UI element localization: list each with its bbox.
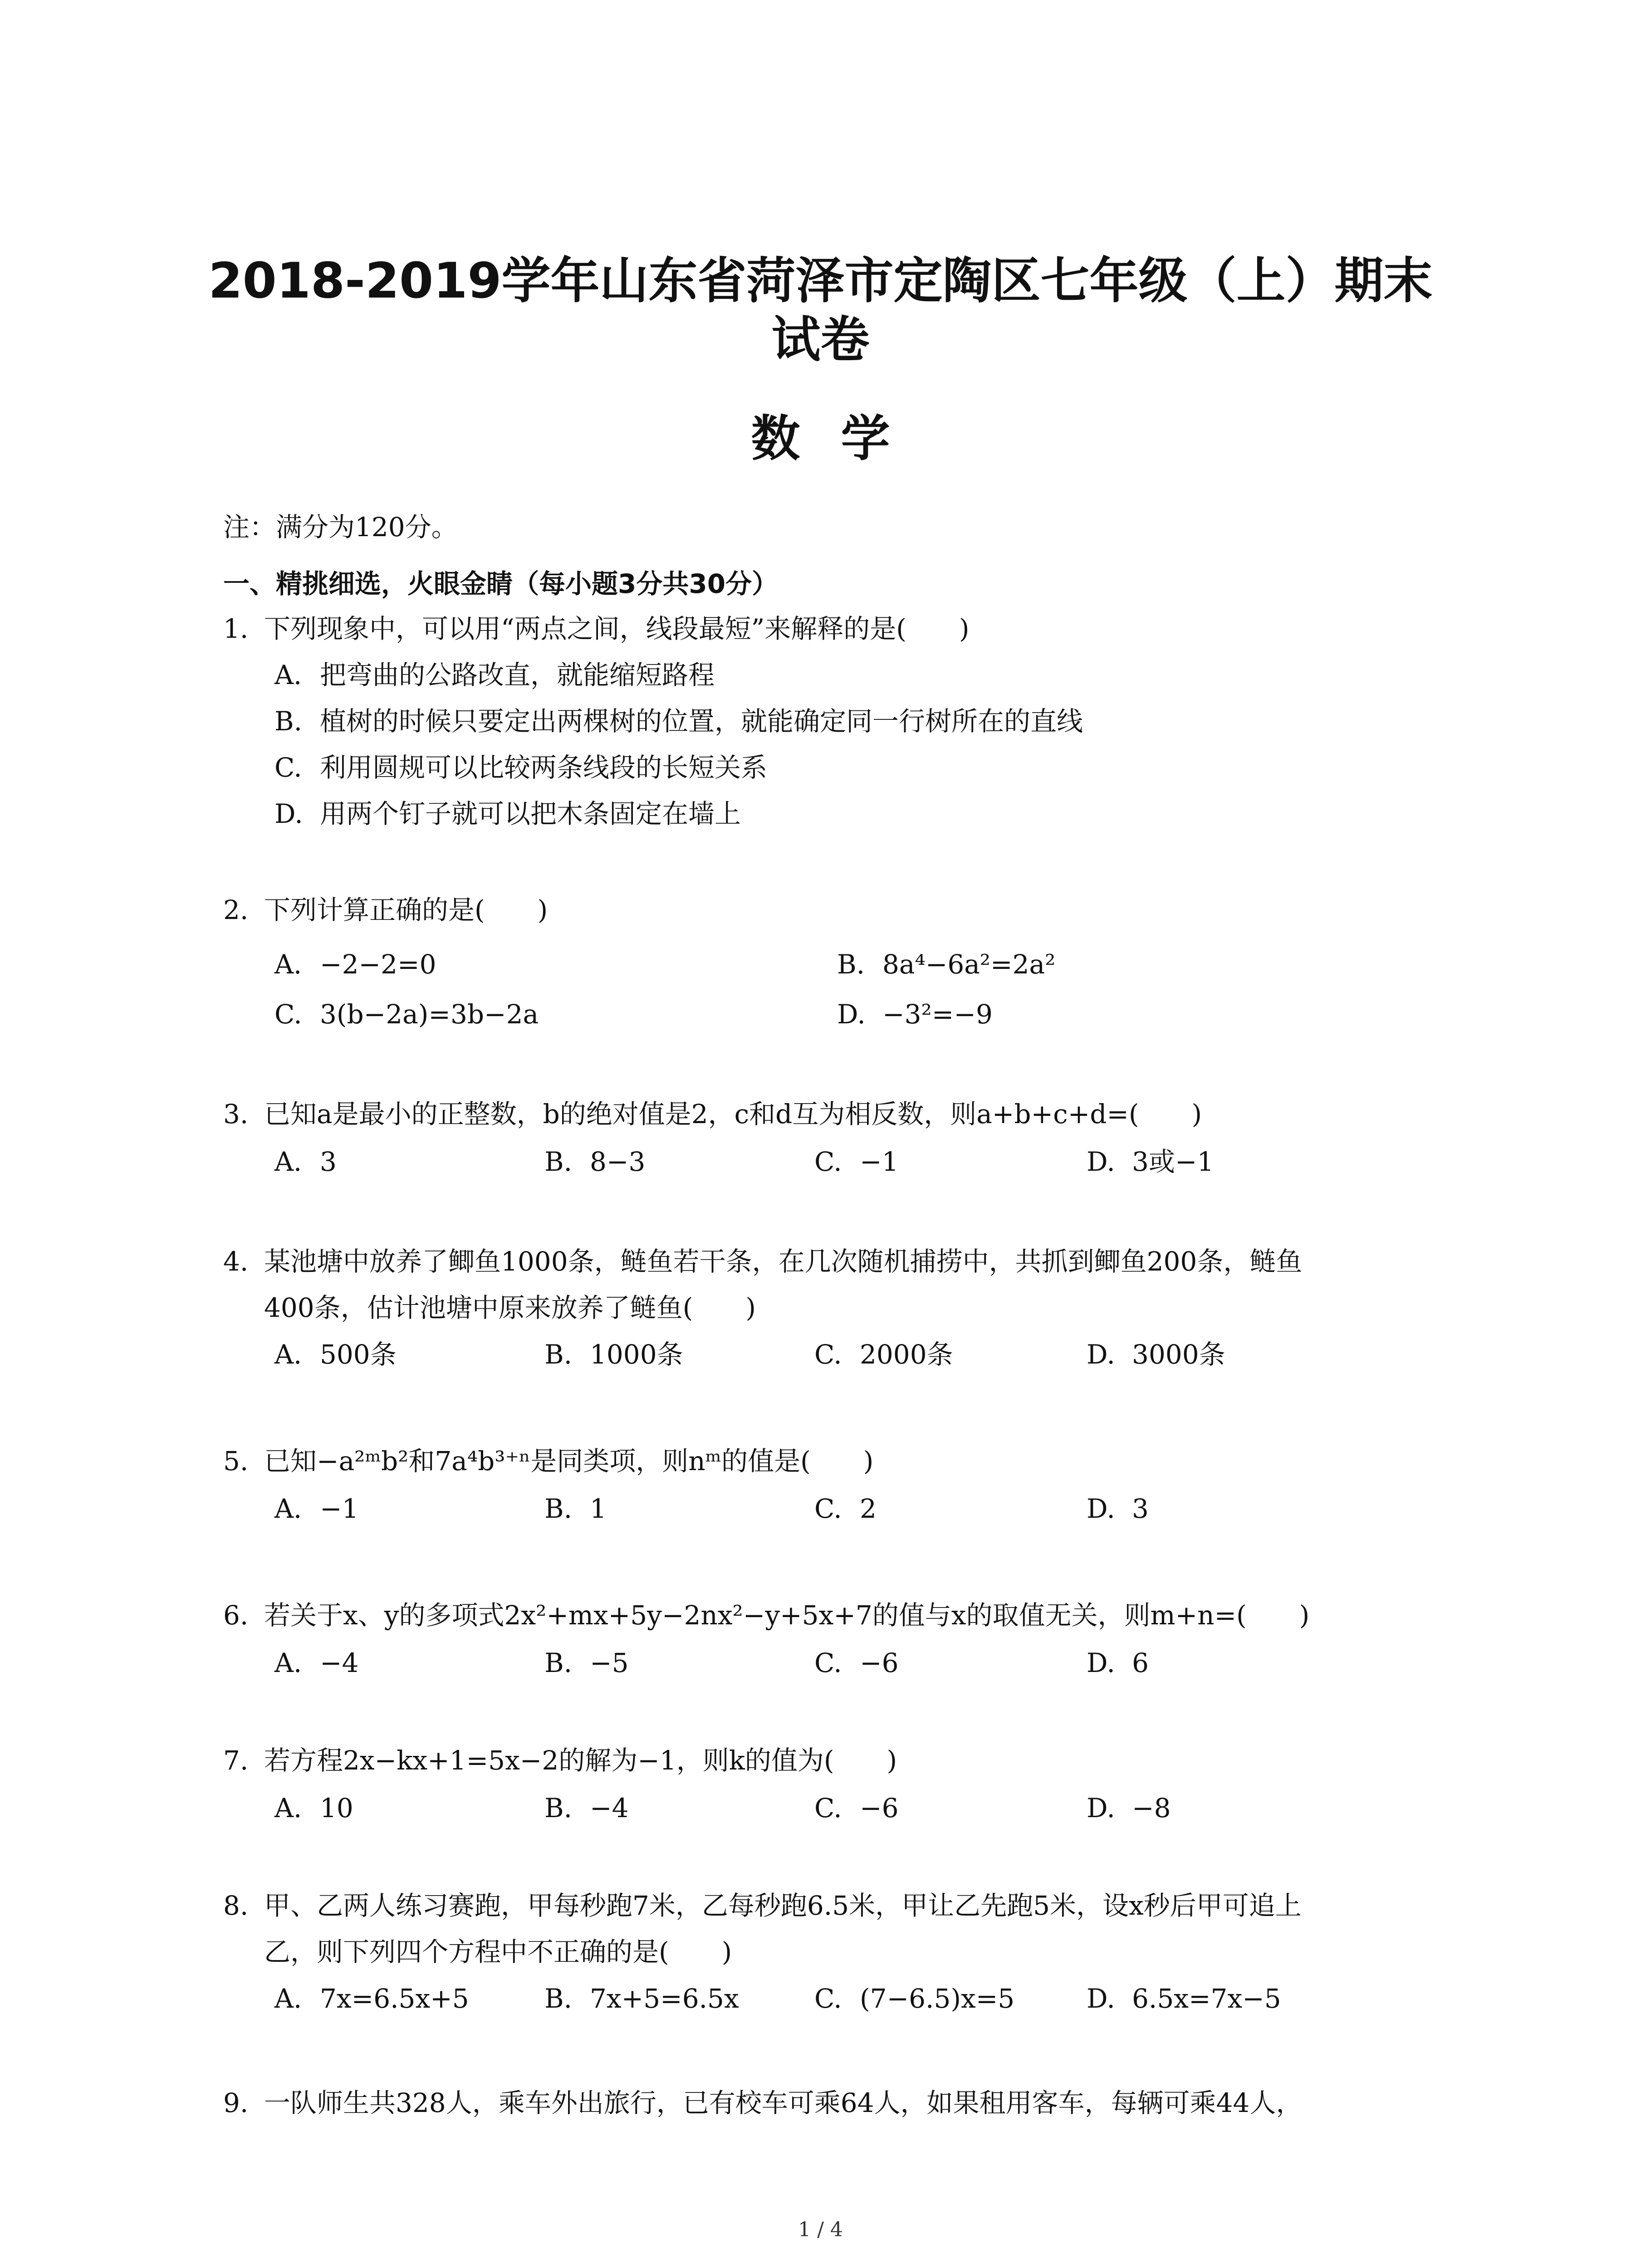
question-number: 3. <box>223 1099 249 1129</box>
option-text: 8a⁴−6a²=2a² <box>882 949 1056 980</box>
option-letter: A. <box>274 1647 302 1678</box>
option-letter: B. <box>544 1793 573 1823</box>
option-b <box>544 1785 629 1831</box>
option-d <box>274 791 741 837</box>
options-row <box>274 1640 1499 1686</box>
option-a <box>274 1975 469 2022</box>
option-letter: A. <box>274 660 302 690</box>
question-6 <box>223 1592 1471 1638</box>
option-text: 500条 <box>320 1339 397 1370</box>
option-text: 1000条 <box>590 1339 683 1370</box>
option-d <box>837 991 993 1037</box>
option-d <box>1087 1331 1225 1378</box>
document-title <box>136 252 1505 370</box>
question-9 <box>223 2080 1471 2126</box>
option-letter: C. <box>814 1146 842 1177</box>
option-text: 2000条 <box>860 1339 953 1370</box>
title-line-1: 2018-2019学年山东省菏泽市定陶区七年级（上）期末 <box>208 253 1433 309</box>
option-a <box>274 1640 359 1686</box>
question-number: 9. <box>223 2087 249 2118</box>
title-line-2: 试卷 <box>771 312 870 368</box>
option-letter: B. <box>837 949 865 980</box>
option-text: 3 <box>320 1146 337 1177</box>
option-d <box>1087 1975 1281 2022</box>
question-stem: 甲、乙两人练习赛跑，甲每秒跑7米，乙每秒跑6.5米，甲让乙先跑5米，设x秒后甲可追上 <box>264 1890 1302 1921</box>
options-row <box>274 1486 1499 1532</box>
option-text: 2 <box>860 1493 877 1524</box>
question-number: 2. <box>223 894 249 925</box>
question-3 <box>223 1091 1471 1137</box>
option-letter: D. <box>1087 1493 1115 1524</box>
options-row <box>274 1331 1499 1378</box>
options-row <box>274 1975 1499 2022</box>
option-letter: C. <box>814 1793 842 1823</box>
option-text: −6 <box>860 1647 899 1678</box>
question-stem: 某池塘中放养了鲫鱼1000条，鲢鱼若干条，在几次随机捕捞中，共抓到鲫鱼200条，鲢鱼 <box>264 1246 1303 1277</box>
option-b <box>544 1331 683 1378</box>
option-c <box>814 1785 899 1831</box>
option-text: 用两个钉子就可以把木条固定在墙上 <box>320 798 741 829</box>
question-number: 1. <box>223 613 249 644</box>
options-row <box>274 1785 1499 1831</box>
option-letter: C. <box>274 999 302 1030</box>
option-text: −5 <box>590 1647 629 1678</box>
question-1 <box>223 606 1471 652</box>
subject-heading: 数学 <box>751 411 931 467</box>
section-heading-1: 一、精挑细选，火眼金睛（每小题3分共30分） <box>223 568 779 599</box>
question-4 <box>223 1238 1471 1331</box>
option-text: −1 <box>860 1146 899 1177</box>
option-letter: D. <box>1087 1983 1115 2014</box>
option-letter: C. <box>814 1493 842 1524</box>
question-stem: 若方程2x−kx+1=5x−2的解为−1，则k的值为( ) <box>264 1745 897 1776</box>
option-a <box>274 1139 337 1185</box>
option-c <box>274 991 539 1037</box>
option-text: −8 <box>1132 1793 1171 1823</box>
option-d <box>1087 1139 1214 1185</box>
option-text: 3或−1 <box>1132 1146 1214 1177</box>
option-b <box>837 941 1055 987</box>
option-text: −3²=−9 <box>882 999 993 1030</box>
option-letter: B. <box>544 1983 573 2014</box>
option-d <box>1087 1486 1149 1532</box>
option-letter: C. <box>814 1339 842 1370</box>
question-number: 4. <box>223 1246 249 1277</box>
option-letter: B. <box>274 706 303 737</box>
option-letter: A. <box>274 1793 302 1823</box>
question-stem-continued: 400条，估计池塘中原来放养了鲢鱼( ) <box>264 1292 756 1323</box>
option-d <box>1087 1785 1171 1831</box>
question-stem: 若关于x、y的多项式2x²+mx+5y−2nx²−y+5x+7的值与x的取值无关，则m+n=( ) <box>264 1600 1310 1631</box>
question-number: 6. <box>223 1600 249 1631</box>
option-text: −4 <box>320 1647 359 1678</box>
option-c <box>274 744 767 791</box>
option-letter: D. <box>274 798 303 829</box>
option-letter: A. <box>274 1983 302 2014</box>
question-number: 5. <box>223 1446 249 1476</box>
question-2 <box>223 887 1471 933</box>
option-text: 6.5x=7x−5 <box>1132 1983 1281 2014</box>
option-letter: A. <box>274 1493 302 1524</box>
options-row <box>274 941 1499 987</box>
option-text: 7x+5=6.5x <box>590 1983 739 2014</box>
option-a <box>274 941 436 987</box>
options-row <box>274 1139 1499 1185</box>
option-letter: B. <box>544 1647 573 1678</box>
option-letter: C. <box>814 1647 842 1678</box>
option-text: 植树的时候只要定出两棵树的位置，就能确定同一行树所在的直线 <box>320 706 1083 737</box>
score-note: 注：满分为120分。 <box>223 512 458 543</box>
option-letter: D. <box>1087 1146 1115 1177</box>
option-letter: B. <box>544 1146 573 1177</box>
option-letter: B. <box>544 1493 573 1524</box>
option-text: 8−3 <box>590 1146 646 1177</box>
option-text: 把弯曲的公路改直，就能缩短路程 <box>320 660 715 690</box>
question-stem: 下列计算正确的是( ) <box>264 894 548 925</box>
option-c <box>814 1975 1014 2022</box>
option-a <box>274 1486 359 1532</box>
options-row <box>274 991 1499 1037</box>
option-d <box>1087 1640 1149 1686</box>
option-text: 利用圆规可以比较两条线段的长短关系 <box>320 752 768 783</box>
question-7 <box>223 1737 1471 1784</box>
option-c <box>814 1331 953 1378</box>
option-a <box>274 652 715 698</box>
option-letter: D. <box>1087 1339 1115 1370</box>
option-letter: A. <box>274 1146 302 1177</box>
option-text: −6 <box>860 1793 899 1823</box>
option-b <box>544 1486 607 1532</box>
question-number: 7. <box>223 1745 249 1776</box>
option-text: 3000条 <box>1132 1339 1225 1370</box>
option-letter: C. <box>814 1983 842 2014</box>
question-number: 8. <box>223 1890 249 1921</box>
option-c <box>814 1139 899 1185</box>
question-stem: 一队师生共328人，乘车外出旅行，已有校车可乘64人，如果租用客车，每辆可乘44人， <box>264 2087 1303 2118</box>
option-b <box>274 698 1083 744</box>
question-8 <box>223 1882 1471 1975</box>
question-5 <box>223 1438 1471 1484</box>
question-stem-continued: 乙，则下列四个方程中不正确的是( ) <box>264 1936 732 1967</box>
option-letter: A. <box>274 949 302 980</box>
option-text: 3 <box>1132 1493 1149 1524</box>
option-c <box>814 1486 877 1532</box>
option-text: 10 <box>320 1793 353 1823</box>
option-text: −2−2=0 <box>320 949 436 980</box>
option-letter: D. <box>1087 1647 1115 1678</box>
page-number: 1 / 4 <box>798 2218 843 2241</box>
option-text: −4 <box>590 1793 629 1823</box>
option-text: 3(b−2a)=3b−2a <box>320 999 539 1030</box>
option-b <box>544 1975 739 2022</box>
question-stem: 已知−a²ᵐb²和7a⁴b³⁺ⁿ是同类项，则nᵐ的值是( ) <box>264 1446 874 1476</box>
option-letter: B. <box>544 1339 573 1370</box>
option-a <box>274 1331 397 1378</box>
option-text: 7x=6.5x+5 <box>320 1983 469 2014</box>
option-text: 6 <box>1132 1647 1149 1678</box>
option-letter: A. <box>274 1339 302 1370</box>
option-text: 1 <box>590 1493 607 1524</box>
option-b <box>544 1139 645 1185</box>
option-letter: D. <box>1087 1793 1115 1823</box>
option-a <box>274 1785 353 1831</box>
option-b <box>544 1640 629 1686</box>
question-stem: 下列现象中，可以用“两点之间，线段最短”来解释的是( ) <box>264 613 970 644</box>
option-text: (7−6.5)x=5 <box>860 1983 1015 2014</box>
option-letter: D. <box>837 999 866 1030</box>
option-letter: C. <box>274 752 302 783</box>
question-stem: 已知a是最小的正整数，b的绝对值是2，c和d互为相反数，则a+b+c+d=( ) <box>264 1099 1202 1129</box>
option-text: −1 <box>320 1493 359 1524</box>
option-c <box>814 1640 899 1686</box>
